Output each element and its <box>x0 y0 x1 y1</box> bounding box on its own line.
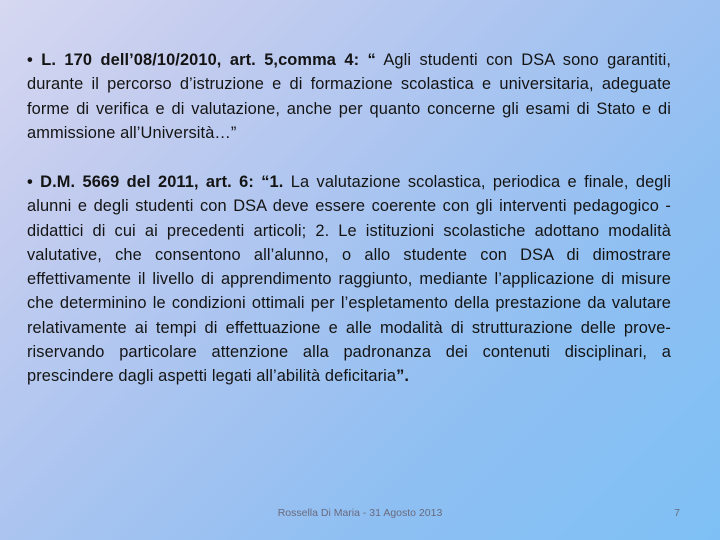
footer-text: Rossella Di Maria - 31 Agosto 2013 <box>277 507 443 519</box>
citation-body: La valutazione scolastica, periodica e finale, degli alunni e degli studenti con DSA deve essere coerente con gli interventi pedagogico - didattici di cui ai precedenti articoli; 2. Le istituzioni scolastiche adottano modalità valutative, che consentono all’alunno, o allo studente con DSA di dimostrare effettivamente il livello di apprendimento raggiunto, mediante l’applicazione di misure che determinino le condizioni ottimali per l’espletamento della prestazione da valutare relativamente ai tempi di effettuazione e alle modalità di strutturazione delle prove-riservando particolare attenzione alla padronanza dei contenuti disciplinari, a prescindere dagli aspetti legati all’abilità deficitaria <box>27 173 671 386</box>
citation-body: Agli studenti con DSA sono garantiti, durante il percorso d’istruzione e di formazione scolastica e universitaria, adeguate forme di verifica e di valutazione, anche per quanto concerne gli esami di Stato e di ammissione all’Università…” <box>27 51 671 142</box>
citation-end: ”. <box>396 367 410 386</box>
citation-lead: • L. 170 dell’08/10/2010, art. 5,comma 4: “ <box>27 51 376 69</box>
citation-lead: • D.M. 5669 del 2011, art. 6: “1. <box>27 173 284 191</box>
page-number: 7 <box>674 507 680 519</box>
paragraph-dm-5669 <box>27 170 671 389</box>
paragraph-law-170 <box>27 48 671 145</box>
